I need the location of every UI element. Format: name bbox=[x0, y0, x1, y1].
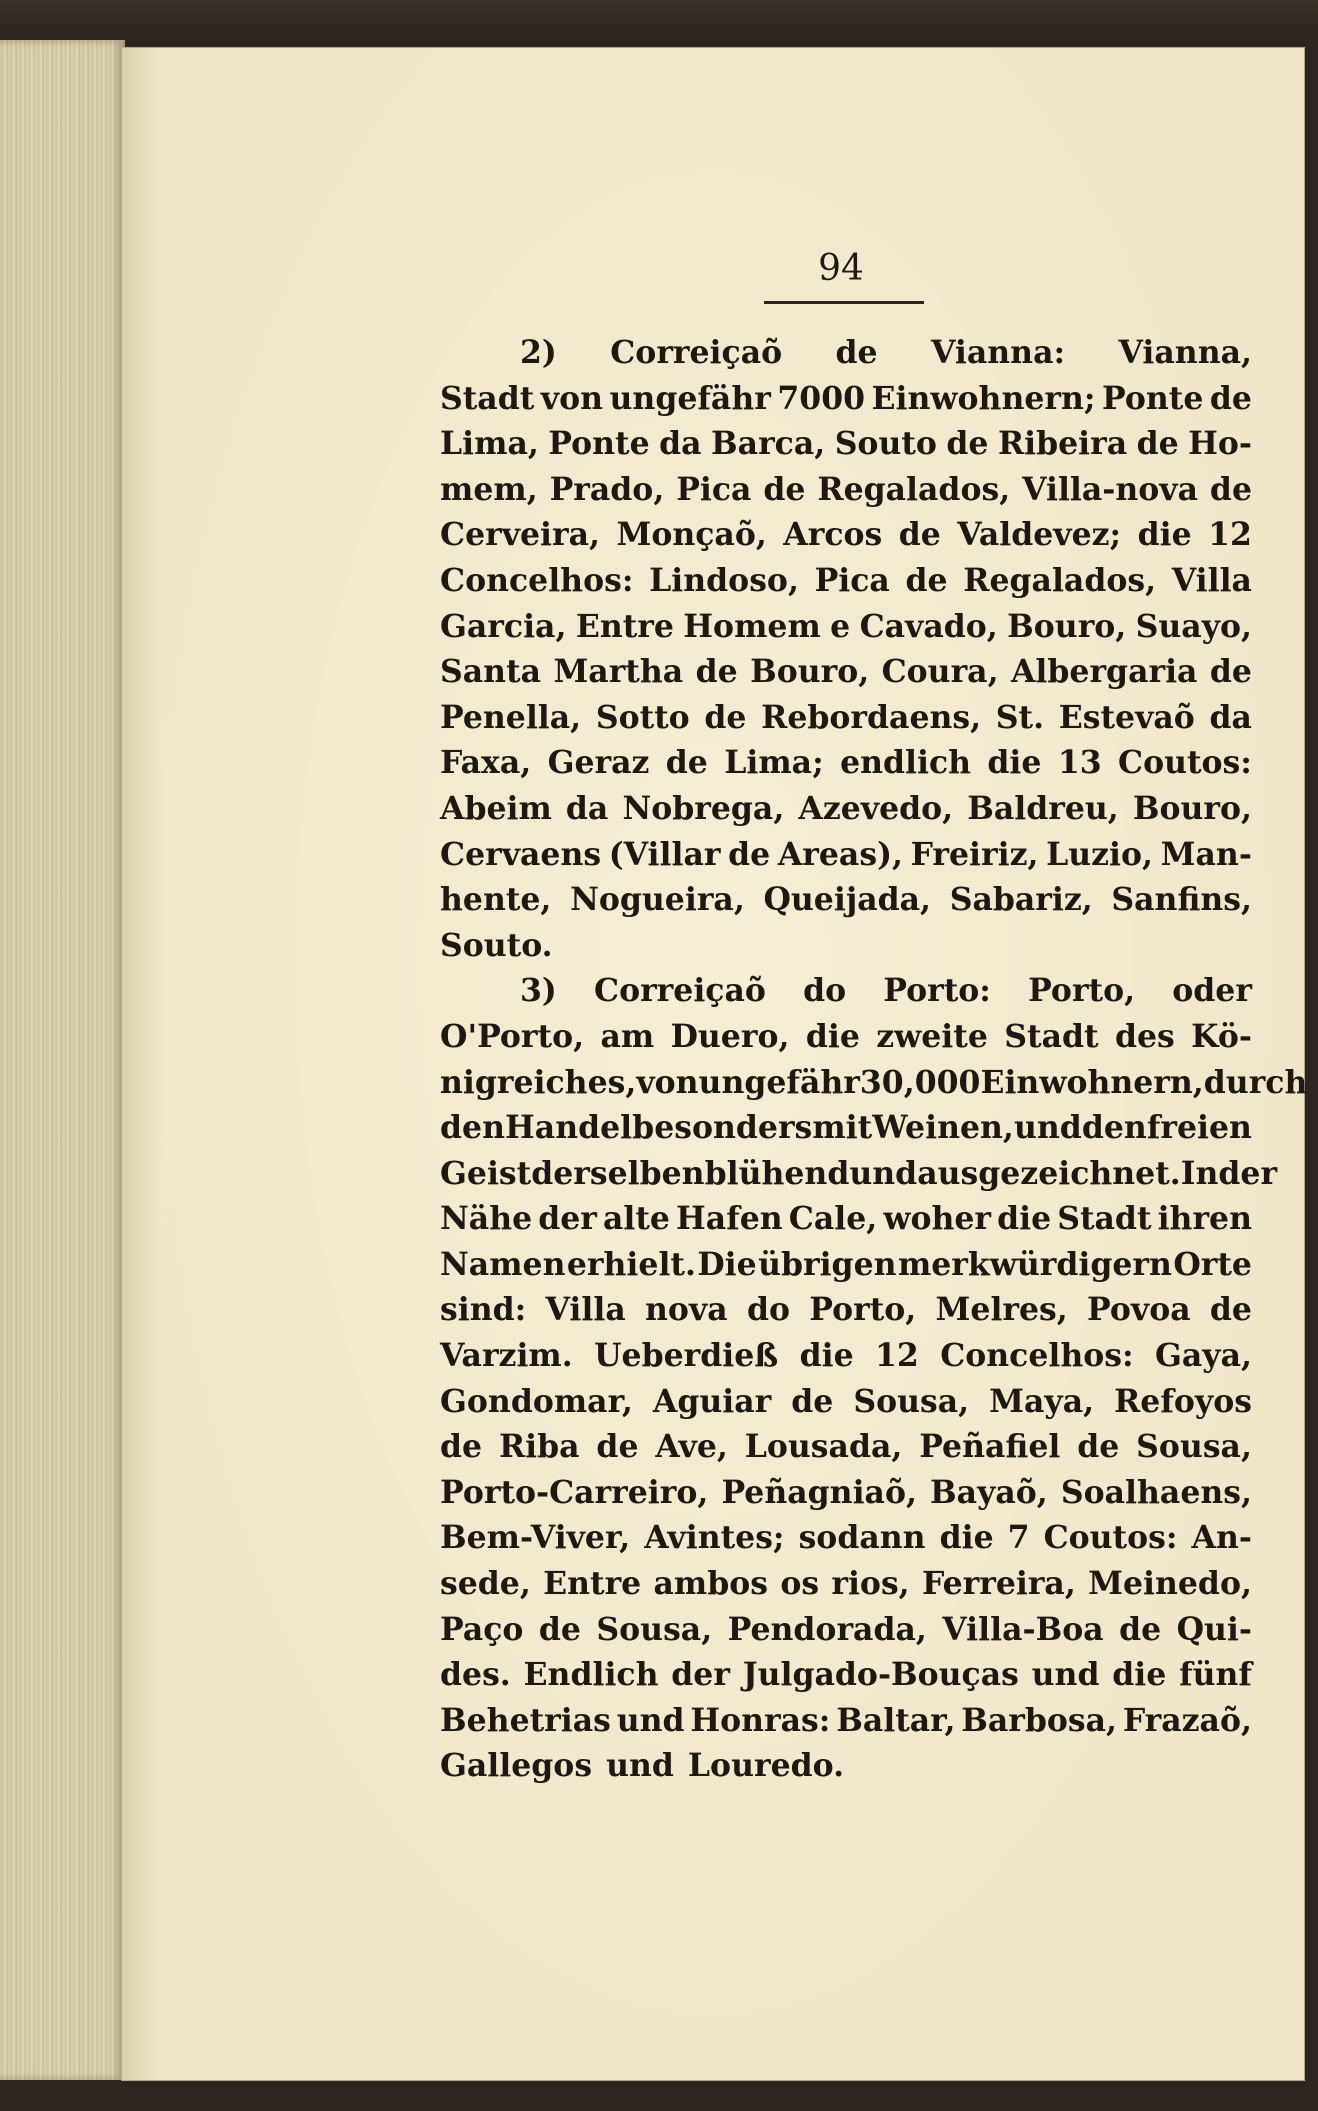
word: Porto-Carreiro, bbox=[440, 1473, 709, 1511]
text-line bbox=[440, 1060, 1308, 1106]
word: zweite bbox=[876, 1017, 988, 1055]
word: übrigen bbox=[758, 1245, 897, 1283]
word: 30,000 bbox=[859, 1063, 981, 1101]
word: und bbox=[616, 1701, 685, 1739]
word: Maya, bbox=[989, 1382, 1095, 1420]
word: Ferreira, bbox=[921, 1565, 1076, 1603]
word: freien bbox=[1146, 1109, 1252, 1147]
word: Lousada, bbox=[744, 1428, 903, 1466]
word: sodann bbox=[798, 1519, 926, 1557]
text-line bbox=[440, 1242, 1252, 1288]
word: Pica bbox=[814, 561, 890, 599]
word: Nähe bbox=[440, 1200, 533, 1238]
word: Areas), bbox=[777, 835, 903, 873]
word: der bbox=[671, 1656, 730, 1694]
word: de bbox=[440, 1428, 483, 1466]
word: Riba bbox=[498, 1428, 580, 1466]
page-edges bbox=[0, 40, 125, 2080]
text-line bbox=[440, 877, 1252, 923]
word: Correiçaõ bbox=[610, 334, 783, 371]
text-line bbox=[440, 558, 1252, 604]
word: Aguiar bbox=[652, 1382, 772, 1420]
word: Porto, bbox=[809, 1291, 917, 1329]
word: sede, bbox=[440, 1565, 531, 1603]
page-number: 94 bbox=[818, 248, 864, 289]
word: alte bbox=[602, 1200, 670, 1238]
text-line bbox=[440, 1607, 1252, 1653]
text-line bbox=[440, 1196, 1252, 1242]
word: de bbox=[791, 1382, 834, 1420]
word: O'Porto, bbox=[440, 1017, 585, 1055]
word: 12 bbox=[1208, 516, 1252, 554]
word: die bbox=[939, 1519, 994, 1557]
word: und bbox=[1013, 1109, 1082, 1147]
word: die bbox=[799, 1337, 854, 1375]
word: Sousa, bbox=[1136, 1428, 1252, 1466]
word: de bbox=[704, 698, 747, 736]
word: mit bbox=[812, 1109, 873, 1147]
word: Paço bbox=[440, 1610, 524, 1648]
word: Queijada, bbox=[763, 881, 932, 919]
word: Ponte bbox=[548, 425, 650, 463]
word: Monçaõ, bbox=[616, 516, 767, 554]
word: Julgado-Bouças bbox=[742, 1656, 1019, 1694]
word: Garcia, bbox=[440, 607, 567, 645]
word: de bbox=[905, 561, 948, 599]
text-line bbox=[440, 649, 1252, 695]
text-line bbox=[440, 604, 1252, 650]
word: de bbox=[695, 653, 738, 691]
word: Regalados, bbox=[963, 561, 1157, 599]
text-line bbox=[440, 1698, 1252, 1744]
text-line bbox=[440, 1105, 1252, 1151]
word: von bbox=[636, 1063, 699, 1101]
word: Peñagniaõ, bbox=[721, 1473, 917, 1511]
word: do bbox=[746, 1291, 790, 1329]
text-line bbox=[440, 1470, 1252, 1516]
text-line bbox=[440, 1287, 1252, 1333]
word: von bbox=[540, 379, 604, 417]
word: Kö- bbox=[1191, 1017, 1252, 1055]
word: Sanfins, bbox=[1111, 881, 1252, 919]
word: und bbox=[606, 1747, 674, 1785]
word: Porto, bbox=[1028, 972, 1136, 1010]
word: da bbox=[565, 789, 609, 827]
word: de bbox=[538, 1610, 581, 1648]
word: Albergaria bbox=[1010, 653, 1198, 691]
word: Porto: bbox=[883, 972, 991, 1010]
word: Martha bbox=[553, 653, 684, 691]
word: Qui- bbox=[1176, 1610, 1252, 1648]
word: Regalados, bbox=[817, 470, 1011, 508]
word: Gallegos bbox=[440, 1747, 593, 1785]
word: Faxa, bbox=[440, 744, 532, 782]
text-line bbox=[440, 1424, 1252, 1470]
word: (Villar bbox=[608, 835, 721, 873]
text-line bbox=[440, 786, 1252, 832]
word: Bayaõ, bbox=[930, 1473, 1048, 1511]
word: de bbox=[1209, 653, 1252, 691]
word: Bem-Viver, bbox=[440, 1519, 631, 1557]
word: die bbox=[805, 1017, 860, 1055]
word: Entre bbox=[543, 1565, 642, 1603]
word: de bbox=[898, 516, 941, 554]
word: de bbox=[763, 470, 806, 508]
word: Ribeira bbox=[997, 425, 1128, 463]
text-line bbox=[440, 1151, 1278, 1197]
word: Baldreu, bbox=[967, 789, 1119, 827]
text-line bbox=[440, 1333, 1252, 1379]
word: Vianna: bbox=[931, 334, 1066, 371]
word: ausgezeichnet. bbox=[917, 1154, 1181, 1192]
word: Nobrega, bbox=[622, 789, 785, 827]
text-line bbox=[440, 421, 1252, 467]
word: de bbox=[1209, 379, 1252, 417]
word: Souto bbox=[834, 425, 937, 463]
word: Souto. bbox=[440, 926, 553, 964]
word: do bbox=[803, 972, 847, 1010]
word: Bouro, bbox=[1132, 789, 1252, 827]
word: Ponte bbox=[1102, 379, 1204, 417]
word: Meinedo, bbox=[1088, 1565, 1252, 1603]
word: Sotto bbox=[595, 698, 690, 736]
body-text bbox=[440, 330, 1308, 1789]
word: da bbox=[659, 425, 702, 463]
word: Avintes; bbox=[644, 1519, 785, 1557]
word: Behetrias bbox=[440, 1701, 611, 1739]
word: Valdevez; bbox=[957, 516, 1122, 554]
word: oder bbox=[1172, 972, 1252, 1010]
word: am bbox=[600, 1017, 655, 1055]
word: Stadt bbox=[440, 379, 535, 417]
word: Honras: bbox=[690, 1701, 831, 1739]
word: de bbox=[665, 744, 708, 782]
word: Refoyos bbox=[1114, 1382, 1252, 1420]
word: Gaya, bbox=[1155, 1337, 1252, 1375]
text-line bbox=[440, 1743, 1252, 1789]
word: Bouro, bbox=[1007, 607, 1127, 645]
word: da bbox=[1209, 698, 1252, 736]
text-line bbox=[440, 1014, 1252, 1060]
word: Concelhos: bbox=[940, 1337, 1134, 1375]
text-line bbox=[440, 512, 1252, 558]
word: Correiçaõ bbox=[594, 972, 766, 1010]
word: Penella, bbox=[440, 698, 582, 736]
word: Frazaõ, bbox=[1122, 1701, 1252, 1739]
word: Villa bbox=[1171, 561, 1252, 599]
word: Namen bbox=[440, 1245, 566, 1283]
word: Lima; bbox=[724, 744, 824, 782]
word: Geraz bbox=[547, 744, 650, 782]
word: Nogueira, bbox=[570, 881, 745, 919]
word: die bbox=[997, 1200, 1052, 1238]
word: Concelhos: bbox=[440, 561, 634, 599]
word: Handel bbox=[505, 1109, 633, 1147]
word: Die bbox=[697, 1245, 757, 1283]
word: de bbox=[596, 1428, 639, 1466]
text-line bbox=[440, 695, 1252, 741]
word: Azevedo, bbox=[798, 789, 954, 827]
word: Ho- bbox=[1188, 425, 1252, 463]
word: 13 bbox=[1057, 744, 1102, 782]
word: Cavado, bbox=[859, 607, 998, 645]
word: derselben bbox=[531, 1154, 705, 1192]
word: ungefähr bbox=[698, 1063, 860, 1101]
word: In bbox=[1180, 1154, 1219, 1192]
word: de bbox=[1209, 470, 1252, 508]
word: Entre bbox=[575, 607, 674, 645]
word: ambos bbox=[653, 1565, 769, 1603]
word: 7000 bbox=[777, 379, 866, 417]
word: de bbox=[946, 425, 989, 463]
word: besonders bbox=[632, 1109, 813, 1147]
text-line bbox=[440, 1561, 1252, 1607]
word: Villa-Boa bbox=[942, 1610, 1104, 1648]
word: Suayo, bbox=[1135, 607, 1252, 645]
word: Soalhaens, bbox=[1060, 1473, 1252, 1511]
word: Cale, bbox=[788, 1200, 878, 1238]
word: fünf bbox=[1179, 1656, 1252, 1694]
word: Sabariz, bbox=[949, 881, 1093, 919]
word: Baltar, bbox=[836, 1701, 956, 1739]
text-line bbox=[440, 376, 1252, 422]
word: den bbox=[440, 1109, 505, 1147]
word: Arcos bbox=[783, 516, 883, 554]
word: 7 bbox=[1007, 1519, 1030, 1557]
word: der bbox=[538, 1200, 597, 1238]
word: mem, bbox=[440, 470, 538, 508]
word: erhielt. bbox=[566, 1245, 696, 1283]
word: Weinen, bbox=[872, 1109, 1014, 1147]
text-line bbox=[440, 923, 1252, 969]
text-line bbox=[440, 968, 1252, 1014]
word: Pica bbox=[676, 470, 752, 508]
word: Louredo. bbox=[687, 1747, 845, 1785]
word: Einwohnern, bbox=[980, 1063, 1204, 1101]
word: die bbox=[1112, 1656, 1167, 1694]
word: Barbosa, bbox=[961, 1701, 1118, 1739]
word: endlich bbox=[840, 744, 972, 782]
word: de bbox=[835, 334, 878, 371]
text-line bbox=[440, 467, 1252, 513]
word: Sousa, bbox=[853, 1382, 970, 1420]
word: Homem bbox=[683, 607, 821, 645]
word: nigreiches, bbox=[440, 1063, 637, 1101]
text-line bbox=[440, 1652, 1252, 1698]
text-line bbox=[440, 740, 1252, 786]
word: und bbox=[849, 1154, 918, 1192]
word: Coutos: bbox=[1118, 744, 1252, 782]
word: den bbox=[1081, 1109, 1147, 1147]
word: Orte bbox=[1173, 1245, 1252, 1283]
word: und bbox=[1031, 1656, 1100, 1694]
text-line bbox=[440, 832, 1252, 878]
word: blühend bbox=[704, 1154, 850, 1192]
word: de bbox=[1209, 1291, 1252, 1329]
word: durch bbox=[1203, 1063, 1308, 1101]
word: Lima, bbox=[440, 425, 539, 463]
word: rios, bbox=[831, 1565, 910, 1603]
word: Estevaõ bbox=[1058, 698, 1195, 736]
word: de bbox=[728, 835, 771, 873]
word: Cervaens bbox=[440, 835, 602, 873]
word: Geist bbox=[440, 1154, 532, 1192]
word: Lindoso, bbox=[649, 561, 799, 599]
word: Povoa bbox=[1087, 1291, 1191, 1329]
word: Varzim. bbox=[440, 1337, 573, 1375]
word: Peñafiel bbox=[919, 1428, 1061, 1466]
text-line bbox=[440, 1515, 1252, 1561]
word: merkwürdigern bbox=[897, 1245, 1172, 1283]
word: Barca, bbox=[711, 425, 826, 463]
word: Einwohnern; bbox=[871, 379, 1096, 417]
word: Stadt bbox=[1004, 1017, 1099, 1055]
word: e bbox=[830, 607, 851, 645]
word: Freiriz, bbox=[910, 835, 1039, 873]
word: Vianna, bbox=[1118, 334, 1252, 371]
word: Rebordaens, bbox=[761, 698, 982, 736]
word: Gondomar, bbox=[440, 1382, 633, 1420]
word: Villa-nova bbox=[1022, 470, 1198, 508]
header-rule bbox=[764, 301, 924, 304]
word: Sousa, bbox=[596, 1610, 713, 1648]
word: Luzio, bbox=[1046, 835, 1153, 873]
word: Man- bbox=[1160, 835, 1252, 873]
word: Prado, bbox=[549, 470, 665, 508]
word: Abeim bbox=[440, 789, 552, 827]
word: Hafen bbox=[676, 1200, 783, 1238]
word: de bbox=[1136, 425, 1179, 463]
word: hente, bbox=[440, 881, 552, 919]
word: des bbox=[1114, 1017, 1175, 1055]
word: Pendorada, bbox=[727, 1610, 927, 1648]
word: Endlich bbox=[523, 1656, 659, 1694]
text-line bbox=[440, 330, 1252, 376]
word: Stadt bbox=[1057, 1200, 1152, 1238]
word: des. bbox=[440, 1656, 511, 1694]
word: Ave, bbox=[655, 1428, 728, 1466]
word: Bouro, bbox=[750, 653, 870, 691]
word: An- bbox=[1191, 1519, 1252, 1557]
word: Coura, bbox=[881, 653, 999, 691]
word: St. bbox=[995, 698, 1045, 736]
word: die bbox=[987, 744, 1042, 782]
word: nova bbox=[645, 1291, 728, 1329]
word: 12 bbox=[874, 1337, 919, 1375]
word: Santa bbox=[440, 653, 542, 691]
word: os bbox=[780, 1565, 820, 1603]
word: Duero, bbox=[670, 1017, 790, 1055]
word: woher bbox=[883, 1200, 991, 1238]
text-line bbox=[440, 1379, 1252, 1425]
word: de bbox=[1119, 1610, 1162, 1648]
word: der bbox=[1218, 1154, 1278, 1192]
word: Melres, bbox=[935, 1291, 1068, 1329]
word: Villa bbox=[545, 1291, 626, 1329]
word: Cerveira, bbox=[440, 516, 600, 554]
word: 3) bbox=[520, 972, 557, 1010]
word: Coutos: bbox=[1043, 1519, 1178, 1557]
word: ihren bbox=[1157, 1200, 1252, 1238]
word: 2) bbox=[520, 334, 557, 371]
word: de bbox=[1077, 1428, 1120, 1466]
word: sind: bbox=[440, 1291, 527, 1329]
word: die bbox=[1137, 516, 1192, 554]
word: ungefähr bbox=[609, 379, 771, 417]
word: Ueberdieß bbox=[594, 1337, 779, 1375]
